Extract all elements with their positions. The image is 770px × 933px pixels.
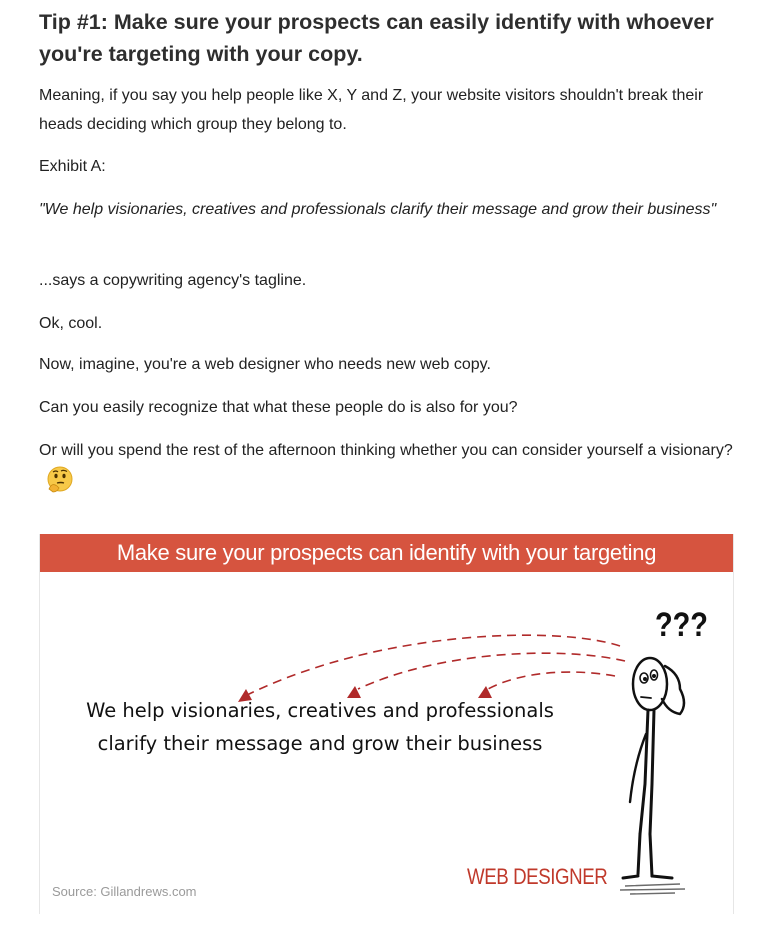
figure-banner: Make sure your prospects can identify with your targeting [40,534,733,572]
paragraph-recognize: Can you easily recognize that what these people do is also for you? [39,399,518,416]
tip-title: Tip #1: Make sure your prospects can easily identify with whoever you're targeting with your copy. [39,10,714,66]
role-label: WEB DESIGNER [467,864,608,889]
figure-quote-line2: clarify their message and grow their business [97,732,543,755]
figure-quote [80,694,560,760]
paragraph-visionary [39,436,739,495]
thinking-face-icon [45,465,75,495]
figure-source: Source: Gillandrews.com [52,884,197,899]
paragraph-tagline: ...says a copywriting agency's tagline. [39,272,307,289]
shadow-scribble [620,884,685,894]
paragraph-imagine: Now, imagine, you're a web designer who needs new web copy. [39,356,491,373]
arrow-professionals [488,672,615,689]
arrow-visionaries [245,635,620,696]
paragraph-quote: "We help visionaries, creatives and professionals clarify their message and grow their business" [39,201,717,218]
article [39,0,739,70]
stick-figure-icon [623,658,684,878]
question-marks: ??? [655,606,708,644]
figure-quote-line1: We help visionaries, creatives and professionals [86,699,554,722]
paragraph-meaning: Meaning, if you say you help people like X, Y and Z, your website visitors shouldn't break their heads deciding which group they belong to. [39,87,704,133]
paragraph-visionary-text: Or will you spend the rest of the afternoon thinking whether you can consider yourself a visionary? [39,442,733,459]
arrow-creatives [358,653,625,689]
paragraph-ok: Ok, cool. [39,315,103,332]
illustration-figure [39,534,734,914]
paragraph-exhibit: Exhibit A: [39,158,106,175]
